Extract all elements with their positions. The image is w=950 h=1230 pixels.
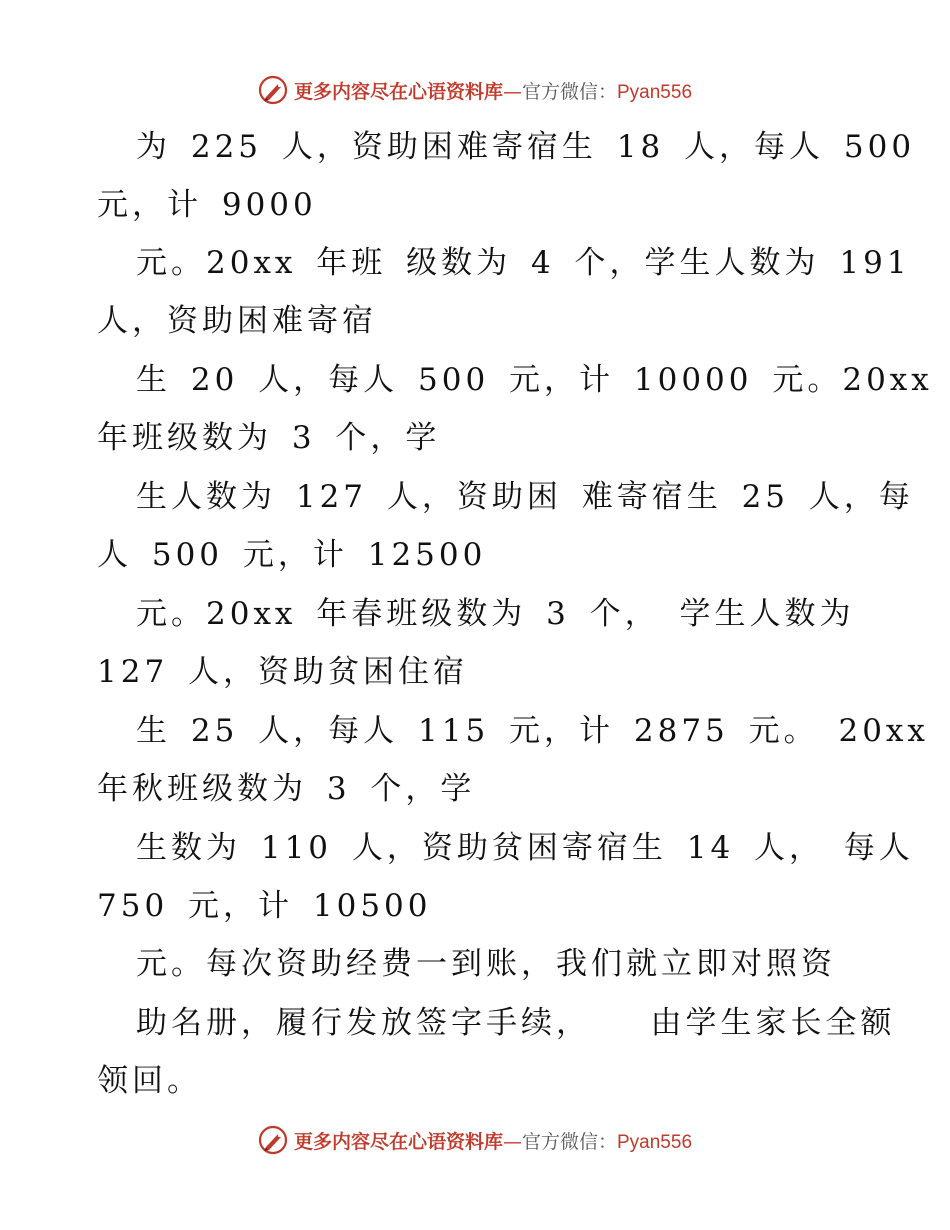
watermark-text [294,1127,692,1154]
watermark-dash: — [502,1130,522,1153]
text-line: 年秋班级数为 3 个，学 [97,771,476,807]
text-line: 生 25 人，每人 115 元，计 2875 元。 20xx [136,713,929,749]
text-line: 领回。 [97,1063,202,1099]
watermark-site: 更多内容尽在心语资料库 [293,80,503,103]
text-line: 元。20xx 年班 级数为 4 个，学生人数为 191 [136,245,911,281]
text-line: 元，计 9000 [97,187,317,223]
text-line: 年班级数为 3 个，学 [97,420,441,456]
text-line: 元。每次资助经费一到账，我们就立即对照资 [136,946,836,982]
pen-logo-icon [258,75,288,105]
watermark-wechat-label: 官方微信： [521,80,617,103]
text-line: 127 人，资助贫困住宿 [97,654,469,690]
text-line: 人 500 元，计 12500 [97,537,487,573]
watermark-text [294,77,692,104]
text-line: 为 225 人，资助困难寄宿生 18 人，每人 500 [136,129,916,165]
text-line: 人，资助困难寄宿 [97,303,377,339]
header-watermark [0,72,950,108]
text-line: 生人数为 127 人，资助困 难寄宿生 25 人，每 [136,479,914,515]
text-line: 生 20 人，每人 500 元，计 10000 元。20xx [136,362,933,398]
text-line: 元。20xx 年春班级数为 3 个， 学生人数为 [136,596,855,632]
watermark-dash: — [502,80,522,103]
watermark-wechat-id: Pyan556 [617,81,693,103]
footer-watermark [0,1122,950,1158]
text-line: 助名册，履行发放签字手续， 由学生家长全额 [136,1005,896,1041]
pen-logo-icon [258,1125,288,1155]
watermark-wechat-id: Pyan556 [617,1131,693,1153]
text-line: 生数为 110 人，资助贫困寄宿生 14 人， 每人 [136,830,914,866]
text-line: 750 元，计 10500 [97,888,432,924]
watermark-site: 更多内容尽在心语资料库 [293,1130,503,1153]
watermark-wechat-label: 官方微信： [521,1130,617,1153]
